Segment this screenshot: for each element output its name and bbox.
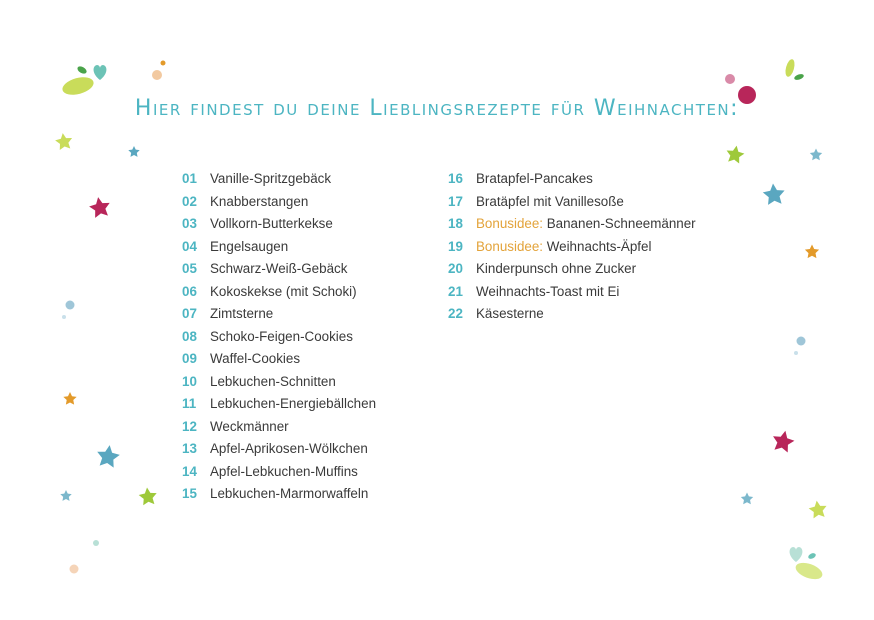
recipe-title: Schwarz-Weiß-Gebäck <box>210 261 348 276</box>
star-icon <box>54 132 73 151</box>
heart-icon <box>94 65 107 80</box>
star-icon <box>138 487 158 506</box>
leaf-icon <box>60 74 95 98</box>
recipe-title: Lebkuchen-Energiebällchen <box>210 396 377 411</box>
bonus-prefix: Bonusidee: <box>476 216 544 231</box>
recipe-number: 20 <box>448 261 463 276</box>
star-icon <box>770 428 796 453</box>
recipe-title: Bananen-Schneemänner <box>543 216 696 231</box>
recipe-title: Bratapfel-Pancakes <box>476 171 593 186</box>
recipe-title: Engelsaugen <box>210 238 289 254</box>
recipe-number: 13 <box>182 441 197 456</box>
recipe-number: 14 <box>182 463 197 479</box>
recipe-title: Waffel-Cookies <box>210 351 301 366</box>
recipe-title: Lebkuchen-Marmorwaffeln <box>210 486 369 501</box>
recipe-number: 16 <box>448 171 463 186</box>
recipe-number: 15 <box>182 486 197 501</box>
recipe-number: 17 <box>448 193 463 209</box>
recipe-number: 05 <box>182 261 197 276</box>
recipe-title: Weckmänner <box>210 418 289 434</box>
recipe-title: Kinderpunsch ohne Zucker <box>476 261 637 276</box>
dot-icon <box>70 565 79 574</box>
recipe-title: Apfel-Lebkuchen-Muffins <box>210 463 358 479</box>
star-icon <box>805 245 819 259</box>
recipe-title: Vanille-Spritzgebäck <box>210 171 332 186</box>
recipe-number: 06 <box>182 283 197 299</box>
dot-icon <box>93 540 99 546</box>
star-icon <box>725 144 746 164</box>
leaf-icon <box>793 73 804 81</box>
recipe-title: Apfel-Aprikosen-Wölkchen <box>210 441 368 456</box>
recipe-number: 12 <box>182 418 197 434</box>
dot-icon <box>797 337 806 346</box>
bonus-prefix: Bonusidee: <box>476 238 544 254</box>
recipe-title: Zimtsterne <box>210 306 274 321</box>
recipe-number: 09 <box>182 351 197 366</box>
recipe-title: Bratäpfel mit Vanillesoße <box>476 193 624 209</box>
recipe-title: Weihnachts-Toast mit Ei <box>476 283 620 299</box>
star-icon <box>128 146 139 157</box>
star-icon <box>762 183 786 206</box>
recipe-number: 01 <box>182 171 197 186</box>
recipe-number: 03 <box>182 216 197 231</box>
recipe-title: Käsesterne <box>476 306 544 321</box>
dot-icon <box>738 86 756 104</box>
dot-icon <box>161 61 166 66</box>
recipe-number: 18 <box>448 216 463 231</box>
star-icon <box>741 493 753 505</box>
recipe-number: 04 <box>182 238 197 254</box>
recipe-title: Lebkuchen-Schnitten <box>210 373 336 389</box>
recipe-number: 08 <box>182 328 197 344</box>
recipe-title: Schoko-Feigen-Cookies <box>210 328 353 344</box>
dot-icon <box>152 70 162 80</box>
page-title: Hier findest du deine Lieblingsrezepte für Weihnachten: <box>134 96 740 121</box>
heart-icon <box>790 547 803 562</box>
dot-icon <box>725 74 735 84</box>
star-icon <box>63 392 76 405</box>
recipe-title: Vollkorn-Butterkekse <box>210 216 333 231</box>
leaf-icon <box>76 65 88 75</box>
recipe-number: 19 <box>448 238 463 254</box>
star-icon <box>808 499 828 519</box>
recipe-number: 02 <box>182 193 197 209</box>
star-icon <box>88 195 112 218</box>
dot-icon <box>66 301 75 310</box>
recipe-title: Kokoskekse (mit Schoki) <box>210 283 357 299</box>
star-icon <box>810 149 822 161</box>
leaf-icon <box>784 58 796 77</box>
recipe-number: 11 <box>182 396 197 411</box>
dot-icon <box>62 315 66 319</box>
recipe-number: 21 <box>448 283 463 299</box>
leaf-icon <box>793 560 824 583</box>
star-icon <box>60 490 71 501</box>
recipe-title: Knabberstangen <box>210 193 309 209</box>
dot-icon <box>794 351 798 355</box>
recipe-title: Weihnachts-Äpfel <box>543 238 652 254</box>
recipe-number: 10 <box>182 373 197 389</box>
recipe-number: 22 <box>448 306 463 321</box>
leaf-icon <box>807 552 816 560</box>
recipe-number: 07 <box>182 306 197 321</box>
star-icon <box>95 444 121 469</box>
